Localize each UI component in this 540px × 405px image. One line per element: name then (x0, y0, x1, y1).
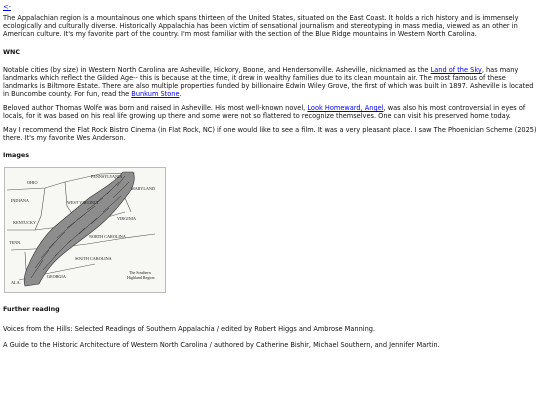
map-label-maryland: MARYLAND (131, 186, 155, 191)
map-label-tenn: TENN. (9, 240, 22, 245)
map-label-ala: ALA. (11, 280, 21, 285)
wnc-cinema-paragraph: May I recommend the Flat Rock Bistro Cinema (in Flat Rock, NC) if one would like to see a film. It was a very pleasant place. I saw The Phoenician Scheme (2025) there. It's my favorite Wes Anderson. (3, 126, 537, 142)
appalachia-map-svg (5, 168, 165, 292)
map-label-georgia: GEORGIA (47, 274, 66, 279)
intro-paragraph: The Appalachian region is a mountainous one which spans thirteen of the United States, situated on the East Coast. It holds a rich history and is immensely ecologically and culturally diverse. Historically Appalachia has been victim of sensational journalism and stereotyping in mass media, viewed as an other in American culture. It's my favorite part of the country. I'm most familiar with the section of the Blue Ridge mountains in Western North Carolina. (3, 14, 519, 38)
wnc-p2-text-1: Beloved author Thomas Wolfe was born and raised in Asheville. His most well-known novel, (3, 104, 308, 112)
bunkum-stone-link[interactable]: Bunkum Stone (131, 90, 180, 98)
wnc-p1-text-2: , has many landmarks which reflect the Gilded Age-- this is because at the time, it drew in wealthy families due to its clean mountain air. The most famous of these landmarks is Biltmore Estate. There are also multiple properties funded by billionaire Edwin Wiley Grove, the first of which was built in 1897. Asheville is located in Buncombe county. For fun, read the (3, 66, 534, 98)
map-label-indiana: INDIANA (11, 198, 29, 203)
reference-guide-historic-architecture: A Guide to the Historic Architecture of Western North Carolina / authored by Catherine Bishir, Michael Southern, and Jennifer Martin. (3, 341, 440, 349)
map-label-ohio: OHIO (27, 180, 38, 185)
wnc-p1-text-3: . (179, 90, 182, 98)
map-label-pennsylvania: PENNSYLVANIA (91, 174, 123, 179)
map-legend-line-1: The Southern (129, 270, 151, 275)
back-link[interactable]: <- (3, 3, 11, 11)
indiana-border (35, 188, 45, 230)
wnc-p2-text-2: , was also his most controversial in eyes of locals, for it was based on his real life growing up there and some were not so flattered to recognize themselves. One can visit his preserved home today. (3, 104, 526, 120)
reference-voices-from-the-hills: Voices from the Hills: Selected Readings of Southern Appalachia / edited by Robert Higgs and Ambrose Manning. (3, 325, 376, 333)
map-legend-line-2: Highland Region (127, 275, 155, 280)
map-label-kentucky: KENTUCKY (13, 220, 37, 225)
map-label-virginia: VIRGINIA (117, 216, 137, 221)
map-label-west-virginia: WEST VIRGINIA (67, 200, 99, 205)
look-homeward-angel-link[interactable]: Look Homeward, Angel (307, 104, 384, 112)
further-reading-heading: Further reading (3, 305, 60, 313)
map-label-north-carolina: NORTH CAROLINA (89, 234, 126, 239)
land-of-the-sky-link[interactable]: Land of the Sky (430, 66, 482, 74)
images-heading: Images (3, 151, 30, 159)
appalachia-map-image (4, 167, 166, 293)
wnc-p1-text-1: Notable cities (by size) in Western North Carolina are Asheville, Hickory, Boone, and Hendersonville. Asheville, nicknamed as the (3, 66, 431, 74)
map-label-south-carolina: SOUTH CAROLINA (75, 256, 112, 261)
wnc-heading: WNC (3, 48, 21, 56)
wnc-cities-paragraph (3, 66, 537, 98)
wnc-wolfe-paragraph (3, 104, 537, 120)
